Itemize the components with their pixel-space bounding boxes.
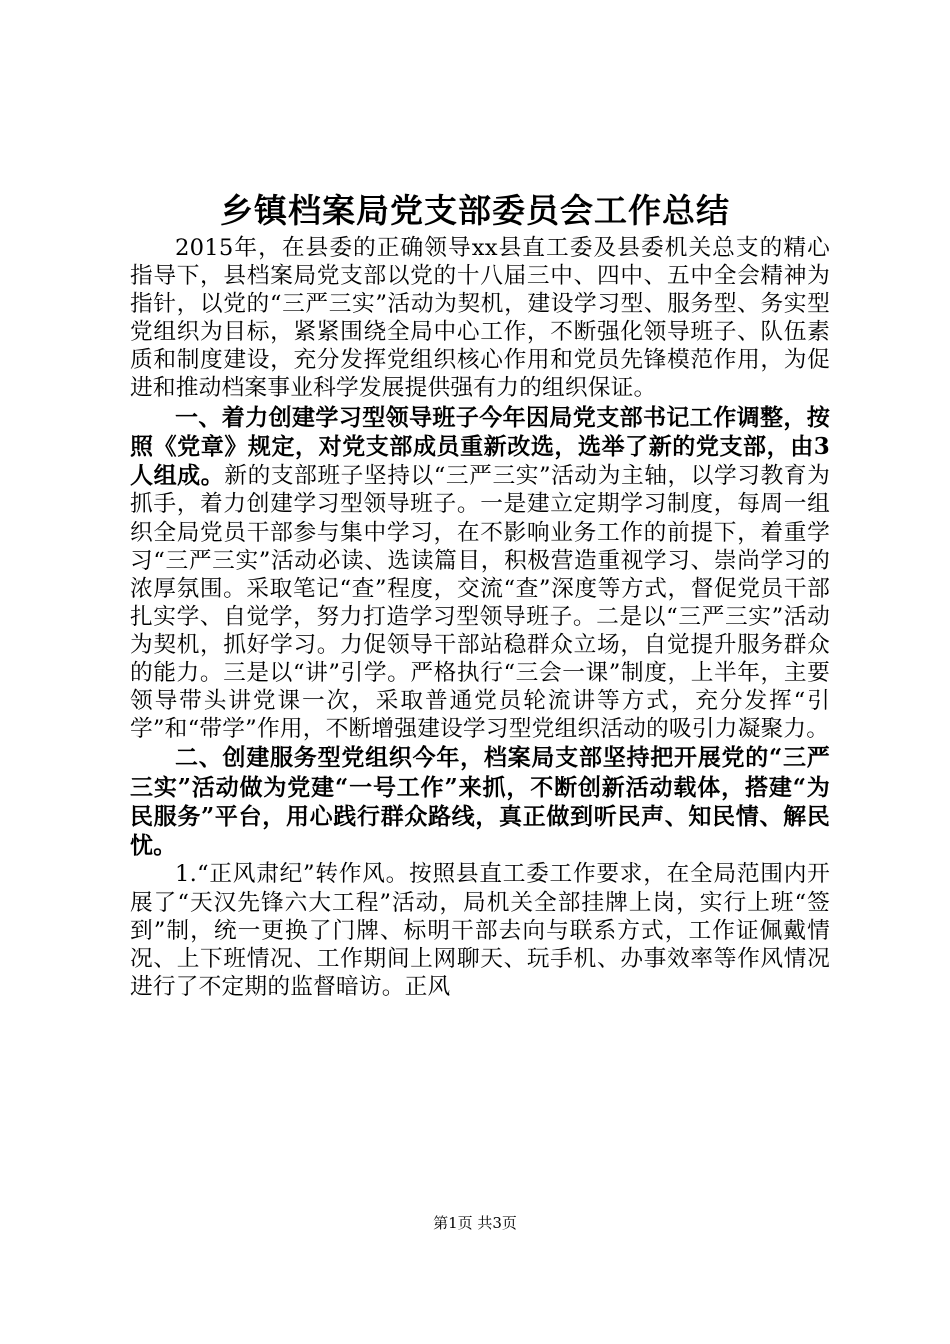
document-body xyxy=(130,234,830,1001)
section-one-paragraph xyxy=(130,403,830,744)
document-title: 乡镇档案局党支部委员会工作总结 xyxy=(220,191,730,230)
section-one-body: 新的支部班子坚持以“三严三实”活动为主轴，以学习教育为抓手，着力创建学习型领导班子。一是建立定期学习制度，每周一组织全局党员干部参与集中学习，在不影响业务工作的前提下，着重学习“三严三实”活动必读、选读篇目，积极营造重视学习、崇尚学习的浓厚氛围。采取笔记“查”程度，交流“查”深度等方式，督促党员干部扎实学、自觉学，努力打造学习型领导班子。二是以“三严三实”活动为契机，抓好学习。力促领导干部站稳群众立场，自觉提升服务群众的能力。三是以“讲”引学。严格执行“三会一课”制度，上半年，主要领导带头讲党课一次，采取普通党员轮流讲等方式，充分发挥“引学”和“带学”作用，不断增强建设学习型党组织活动的吸引力凝聚力。 xyxy=(130,463,830,743)
item-one-paragraph: 1.“正风肃纪”转作风。按照县直工委工作要求，在全局范围内开展了“天汉先锋六大工程”活动，局机关全部挂牌上岗，实行上班“签到”制，统一更换了门牌、标明干部去向与联系方式，工作证佩戴情况、上下班情况、工作期间上网聊天、玩手机、办事效率等作风情况进行了不定期的监督暗访。正风 xyxy=(130,861,830,1000)
intro-paragraph: 2015年，在县委的正确领导xx县直工委及县委机关总支的精心指导下，县档案局党支部以党的十八届三中、四中、五中全会精神为指针，以党的“三严三实”活动为契机，建设学习型、服务型、务实型党组织为目标，紧紧围绕全局中心工作，不断强化领导班子、队伍素质和制度建设，充分发挥党组织核心作用和党员先锋模范作用，为促进和推动档案事业科学发展提供强有力的组织保证。 xyxy=(130,235,830,402)
section-two-heading: 二、创建服务型党组织今年，档案局支部坚持把开展党的“三严三实”活动做为党建“一号工作”来抓，不断创新活动载体，搭建“为民服务”平台，用心践行群众路线，真正做到听民声、知民情、解民忧。 xyxy=(130,744,830,860)
page-number-footer: 第1页 共3页 xyxy=(433,1214,517,1232)
section-one-heading: 一、着力创建学习型领导班子今年因局党支部书记工作调整，按照《党章》规定，对党支部成员重新改选，选举了新的党支部，由3人组成。 xyxy=(130,403,830,490)
